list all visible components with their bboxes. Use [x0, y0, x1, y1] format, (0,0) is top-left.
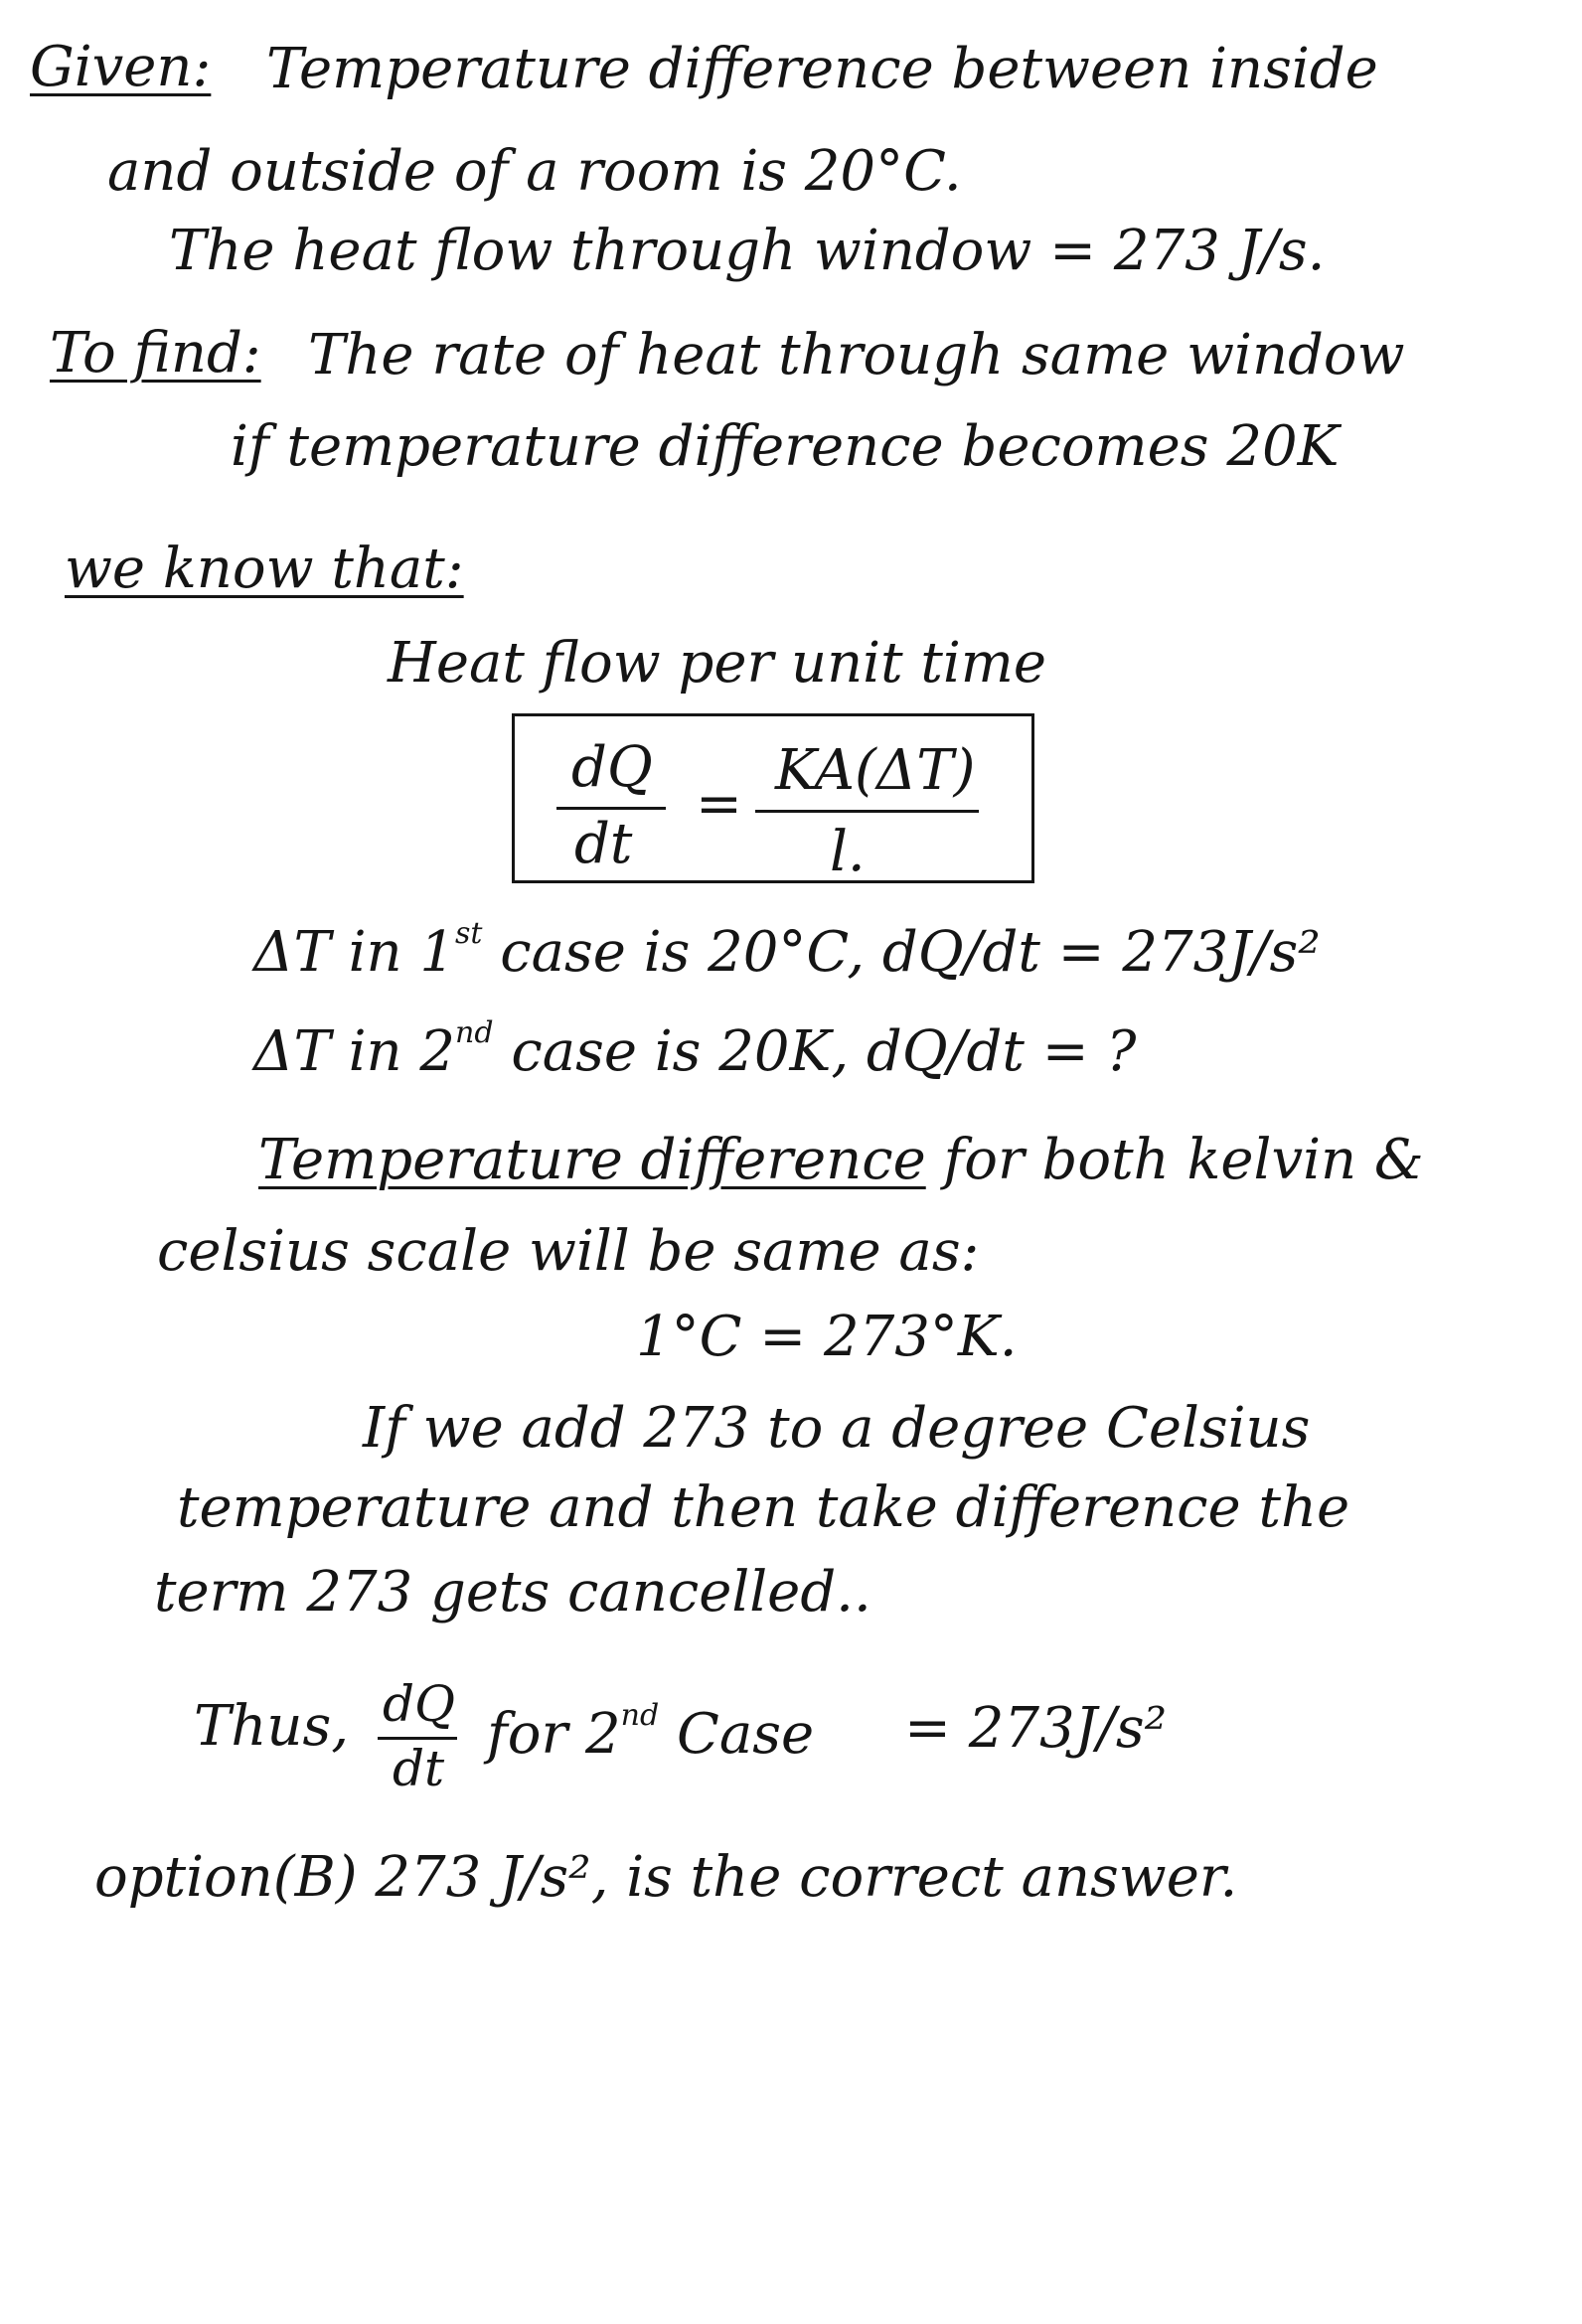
case-1-line — [253, 916, 1321, 985]
formula-rhs-fraction-bar — [755, 810, 979, 813]
thus-label: Thus, — [194, 1694, 350, 1759]
case-2-line — [253, 1015, 1137, 1084]
conclusion-result: = 273J/s² — [904, 1696, 1168, 1761]
formula-rhs-denominator: l. — [830, 820, 866, 884]
case-2-text-b: case is 20K — [493, 1019, 832, 1084]
explanation-line-1 — [258, 1128, 1424, 1192]
case-1-text-b: case is 20°C — [482, 920, 848, 985]
celsius-kelvin-conversion: 1°C = 273°K. — [636, 1305, 1018, 1369]
conclusion-for-b: Case — [659, 1702, 815, 1767]
case-1-rate: , dQ/dt = 273J/s² — [847, 920, 1321, 985]
temperature-difference-underlined: Temperature difference — [258, 1128, 926, 1192]
case-1-superscript: st — [455, 916, 483, 951]
we-know-label: we know that: — [65, 537, 464, 601]
conclusion-numerator: dQ — [383, 1675, 455, 1733]
heat-flow-heading: Heat flow per unit time — [388, 631, 1047, 696]
case-1-text-a: ΔT in 1 — [253, 920, 455, 985]
formula-lhs-numerator: dQ — [571, 735, 653, 800]
conclusion-for-case — [487, 1698, 815, 1767]
explanation-line-6: term 273 gets cancelled.. — [154, 1560, 871, 1625]
given-line-3: The heat flow through window = 273 J/s. — [169, 219, 1326, 283]
conclusion-for-a: for 2 — [487, 1702, 621, 1767]
case-2-rate: , dQ/dt = ? — [831, 1019, 1137, 1084]
to-find-line-1: The rate of heat through same window — [308, 323, 1405, 387]
formula-lhs-fraction-bar — [556, 807, 666, 810]
final-answer: option(B) 273 J/s², is the correct answer. — [94, 1845, 1238, 1910]
formula-equals: = — [696, 772, 742, 837]
case-2-text-a: ΔT in 2 — [253, 1019, 455, 1084]
given-label: Given: — [30, 35, 212, 99]
case-2-superscript: nd — [455, 1015, 494, 1050]
formula-lhs-denominator: dt — [574, 812, 633, 876]
formula-rhs-numerator: KA(ΔT) — [775, 738, 976, 803]
to-find-label: To find: — [50, 321, 261, 386]
given-line-1: Temperature difference between inside — [266, 37, 1378, 101]
conclusion-superscript: nd — [620, 1698, 660, 1733]
explanation-line-2: celsius scale will be same as: — [157, 1219, 980, 1284]
explanation-line-1-rest: for both kelvin & — [925, 1128, 1424, 1192]
given-line-2: and outside of a room is 20°C. — [107, 139, 962, 204]
conclusion-denominator: dt — [393, 1740, 445, 1797]
explanation-line-5: temperature and then take difference the — [177, 1475, 1350, 1540]
to-find-line-2: if temperature difference becomes 20K — [231, 414, 1340, 479]
explanation-line-4: If we add 273 to a degree Celsius — [363, 1396, 1311, 1461]
